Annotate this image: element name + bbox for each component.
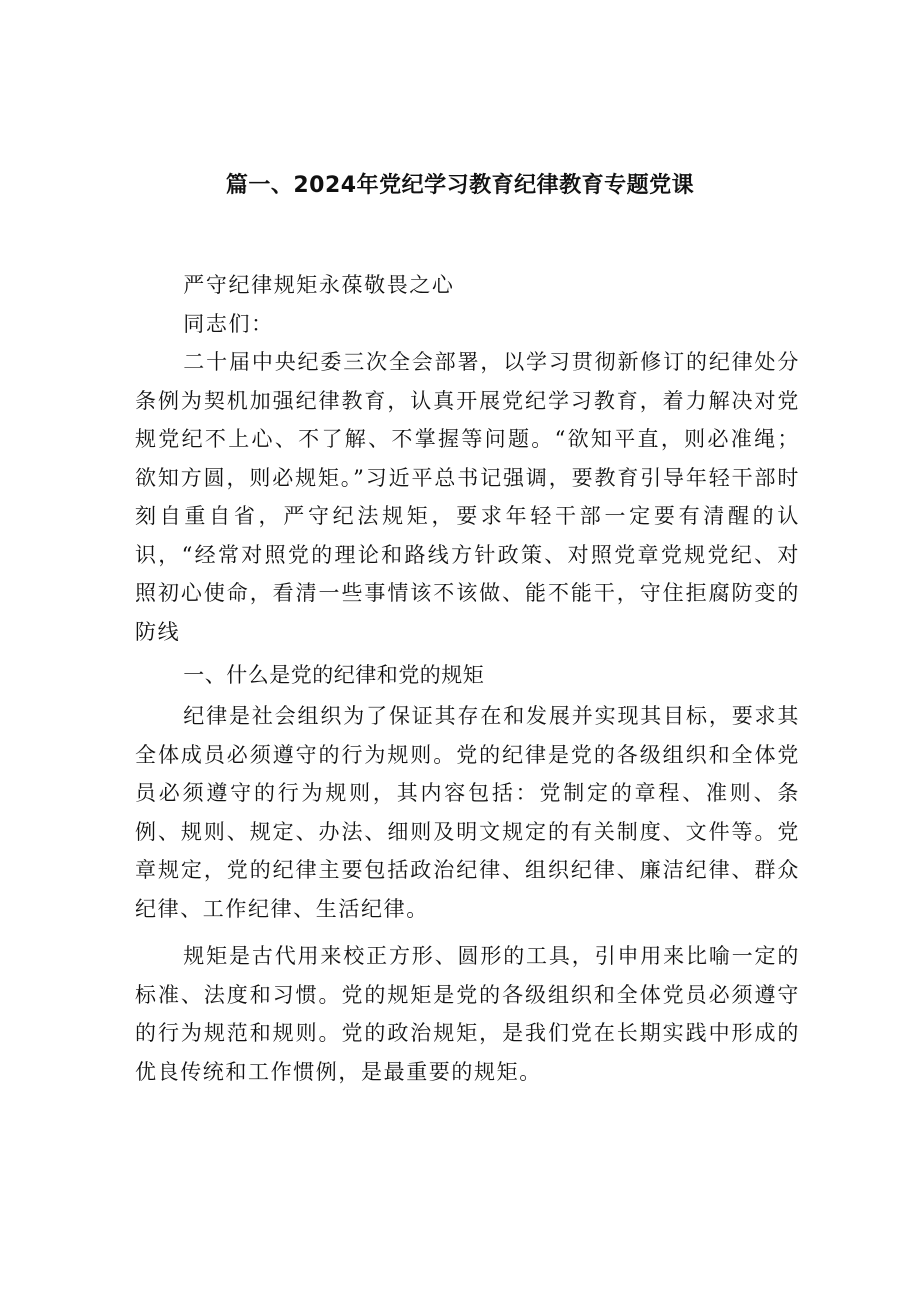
salutation: 同志们：	[183, 311, 274, 336]
discipline-paragraph: 纪律是社会组织为了保证其存在和发展并实现其目标，要求其全体成员必须遵守的行为规则。党的纪律是党的各级组织和全体党员必须遵守的行为规则，其内容包括：党制定的章程、准则、条例、规则、规定、办法、细则及明文规定的有关制度、文件等。党章规定，党的纪律主要包括政治纪律、组织纪律、廉洁纪律、群众纪律、工作纪律、生活纪律。	[135, 704, 800, 921]
speech-subtitle: 严守纪律规矩永葆敬畏之心	[183, 273, 455, 297]
document-body	[135, 266, 800, 1091]
rules-paragraph: 规矩是古代用来校正方形、圆形的工具，引申用来比喻一定的标准、法度和习惯。党的规矩是党的各级组织和全体党员必须遵守的行为规范和规则。党的政治规矩，是我们党在长期实践中形成的优良传统和工作惯例，是最重要的规矩。	[135, 944, 800, 1084]
document-title: 篇一、2024年党纪学习教育纪律教育专题党课	[225, 173, 695, 198]
intro-paragraph: 二十届中央纪委三次全会部署，以学习贯彻新修订的纪律处分条例为契机加强纪律教育，认真开展党纪学习教育，着力解决对党规党纪不上心、不了解、不掌握等问题。“欲知平直，则必准绳；欲知方圆，则必规矩。”习近平总书记强调，要教育引导年轻干部时刻自重自省，严守纪法规矩，要求年轻干部一定要有清醒的认识，“经常对照党的理论和路线方针政策、对照党章党规党纪、对照初心使命，看清一些事情该不该做、能不能干，守住拒腐防变的防线	[135, 350, 800, 644]
section-heading: 一、什么是党的纪律和党的规矩	[183, 663, 485, 687]
